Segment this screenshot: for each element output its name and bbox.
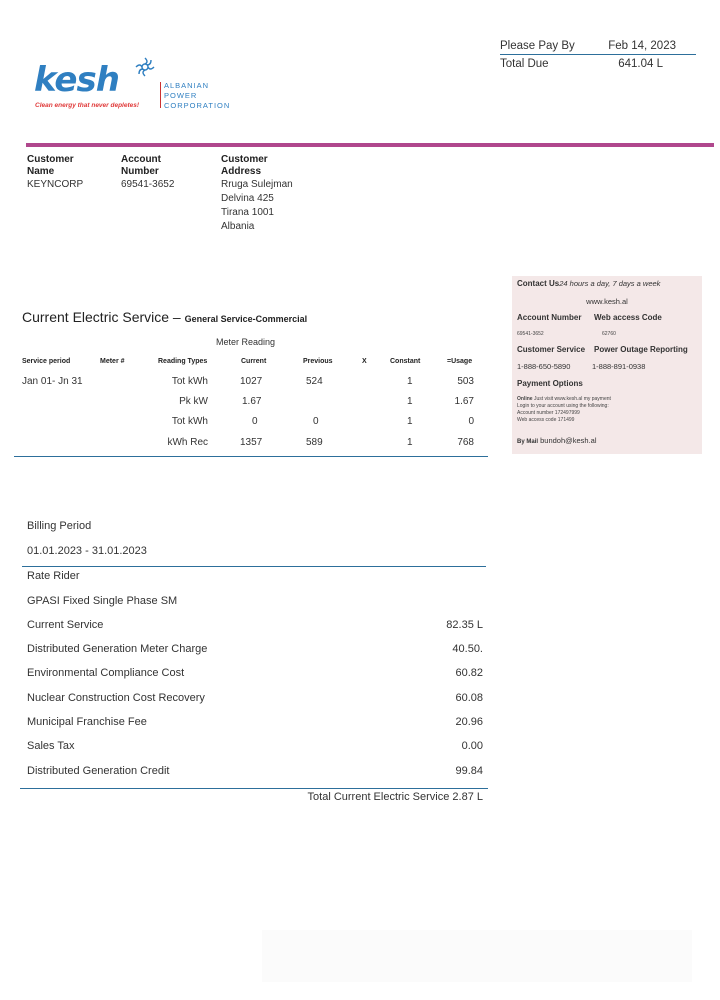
logo-wordmark: kesh [34,60,119,100]
online-line-2: Login to your account using the following: [517,403,609,409]
reading-usage: 0 [468,416,474,427]
charge-row [27,710,483,734]
contact-header-italic: 24 hours a day, 7 days a week [559,279,661,288]
service-table-rule [14,456,488,457]
col-header-previous: Previous [303,358,333,365]
reading-constant: 1 [407,376,413,387]
address-line: Delvina 425 [221,193,274,204]
logo-tagline: Clean energy that never depletes! [35,102,140,109]
customer-name-block [27,154,83,192]
reading-constant: 1 [407,416,413,427]
account-number-value: 69541-3652 [517,331,544,337]
address-label-2: Address [221,166,262,177]
charge-label: Distributed Generation Meter Charge [27,643,208,655]
online-line-4: Web access code 171499 [517,417,575,423]
corp-line-3: CORPORATION [164,101,231,110]
charge-row [27,686,483,710]
contact-website[interactable]: www.kesh.al [586,297,628,306]
reading-usage: 1.67 [454,396,474,407]
customer-service-label: Customer Service [517,345,586,354]
col-header-meter: Meter # [100,358,125,365]
online-line-3: Account number 172497999 [517,410,580,416]
col-header-reading-types: Reading Types [158,358,208,365]
customer-name-label-2: Name [27,166,55,177]
reading-previous: 524 [306,376,323,387]
rate-rider-value-row [27,589,483,613]
reading-constant: 1 [407,396,413,407]
customer-name-label-1: Customer [27,154,74,165]
web-access-label: Web access Code [594,313,662,322]
charge-label: Environmental Compliance Cost [27,667,185,679]
contact-header-bold: Contact Us [517,279,560,288]
charge-row [27,637,483,661]
customer-name-value: KEYNCORP [27,179,84,190]
reading-type: kWh Rec [167,437,208,448]
service-period-value: Jan 01- Jn 31 [22,376,83,387]
charge-label: Nuclear Construction Cost Recovery [27,692,205,704]
charge-label: Distributed Generation Credit [27,765,170,777]
address-line: Rruga Sulejman [221,179,293,190]
online-text: Just visit www.kesh.al my payment [533,396,611,402]
rate-rider-label-row [27,564,483,588]
reading-current: 1357 [240,437,263,448]
rate-rider-value: GPASI Fixed Single Phase SM [27,595,178,607]
pay-by-label: Please Pay By [500,39,575,52]
total-due-value: 641.04 L [618,57,663,70]
meter-reading-header: Meter Reading [216,337,276,347]
contact-header [517,279,660,288]
charge-row [27,613,483,637]
col-header-constant: Constant [390,358,421,365]
address-line: Tirana 1001 [221,207,274,218]
header-rule [26,143,714,147]
logo-divider [160,82,161,108]
reading-current: 1027 [240,376,263,387]
charge-row [27,734,483,758]
faded-watermark [262,930,692,982]
by-mail-row [517,436,597,445]
by-mail-label: By Mail [517,439,539,445]
reading-type: Tot kWh [171,416,208,427]
billing-period-value-row [27,539,483,563]
reading-type: Tot kWh [171,376,208,387]
charge-row [27,661,483,685]
charge-label: Current Service [27,619,104,631]
reading-current: 1.67 [242,396,262,407]
col-header-current: Current [241,358,267,365]
charge-amount: 60.08 [455,692,483,704]
pay-by-date: Feb 14, 2023 [608,39,676,52]
charge-amount: 60.82 [455,667,483,679]
by-mail-value[interactable]: bundoh@kesh.al [540,436,597,445]
charge-amount: 0.00 [461,740,483,752]
charge-label: Municipal Franchise Fee [27,716,147,728]
billing-period-value: 01.01.2023 - 31.01.2023 [27,545,147,557]
col-header-x: X [362,358,367,365]
reading-usage: 768 [457,437,474,448]
online-payment-info [517,396,687,424]
service-title [22,309,307,325]
account-number-label: Account Number [517,313,582,322]
service-title-text: Current Electric Service – [22,309,185,325]
billing-period-label: Billing Period [27,520,92,532]
col-header-service-period: Service period [22,358,71,365]
reading-current: 0 [252,416,258,427]
billing-period-label-row [27,514,483,538]
corp-line-2: POWER [164,91,198,100]
customer-address-block [221,154,293,234]
payment-options-label: Payment Options [517,379,583,388]
reading-type: Pk kW [179,396,208,407]
pay-by-row [500,37,696,54]
charge-amount: 99.84 [455,765,483,777]
contact-box [512,276,702,454]
reading-previous: 0 [313,416,319,427]
reading-previous: 589 [306,437,323,448]
address-label-1: Customer [221,154,268,165]
outage-phone: 1-888-891-0938 [592,362,646,371]
reading-constant: 1 [407,437,413,448]
charge-amount: 20.96 [455,716,483,728]
charge-amount: 82.35 L [446,619,483,631]
charge-amount: 40.50. [452,643,483,655]
charge-row [27,759,483,783]
service-subtitle: General Service-Commercial [184,314,308,324]
address-line: Albania [221,221,255,232]
corp-line-1: ALBANIAN [164,81,210,90]
total-due-row [500,55,696,72]
account-number-block [121,154,174,192]
billing-rule-bottom [20,788,488,789]
logo-corp-text [164,81,230,111]
account-label-1: Account [121,154,161,165]
charge-label: Sales Tax [27,740,75,752]
col-header-usage: =Usage [447,358,473,365]
online-label: Online [517,396,533,402]
total-due-label: Total Due [500,57,549,70]
web-access-value: 62760 [602,331,616,337]
billing-total: Total Current Electric Service 2.87 L [307,791,483,803]
account-label-2: Number [121,166,159,177]
reading-usage: 503 [457,376,474,387]
outage-label: Power Outage Reporting [594,345,688,354]
swirl-icon [134,56,156,78]
customer-service-phone: 1-888-650-5890 [517,362,571,371]
payment-summary [500,37,696,72]
kesh-logo [34,56,244,116]
account-value: 69541-3652 [121,179,175,190]
rate-rider-label: Rate Rider [27,570,80,582]
